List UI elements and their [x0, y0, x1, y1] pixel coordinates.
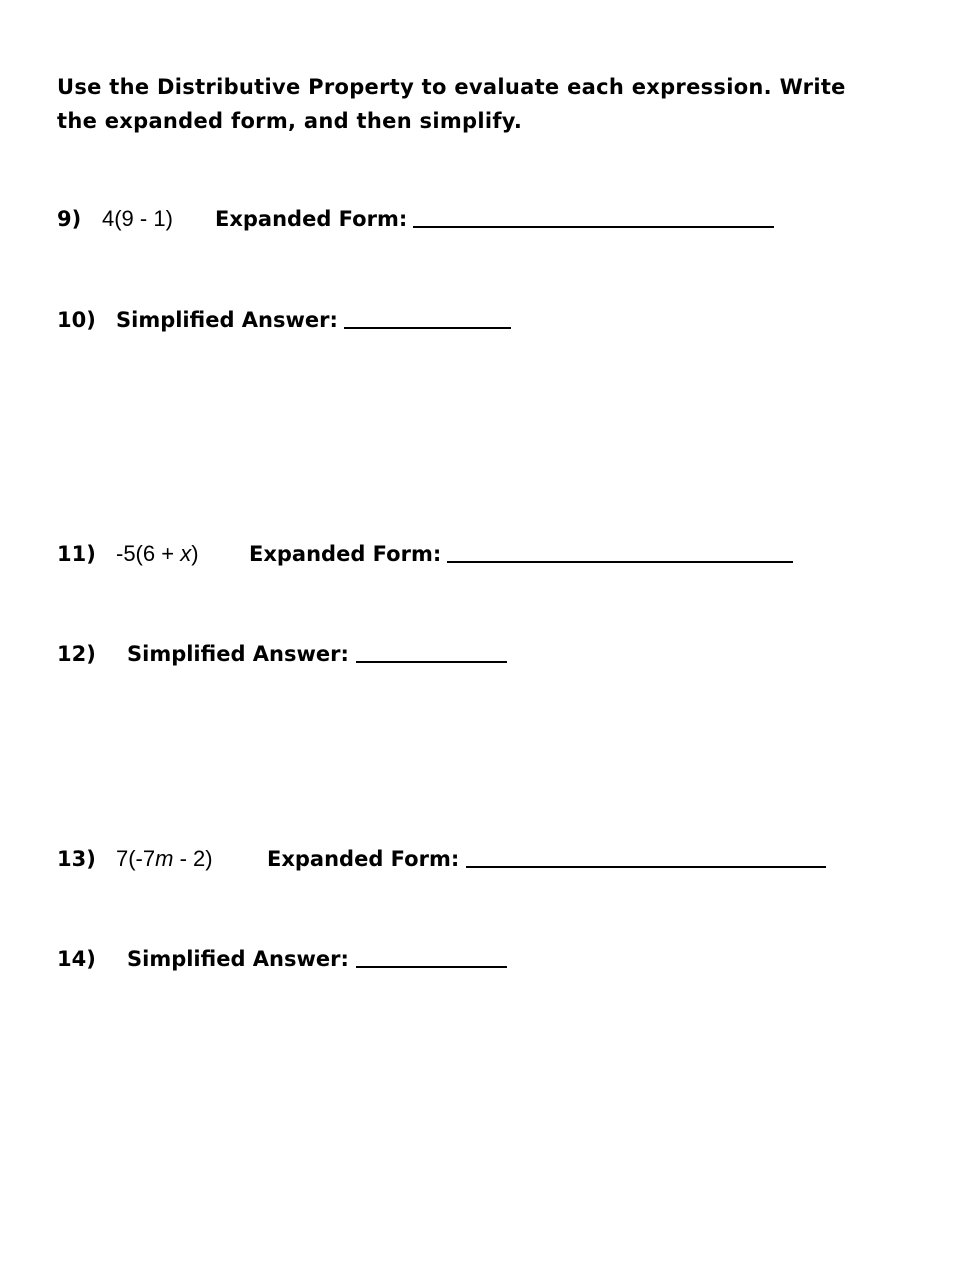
expression: 4(9 - 1) [102, 206, 173, 231]
expression: 7(-7m - 2) [116, 846, 213, 871]
simplified-answer-label: Simplified Answer: [127, 642, 349, 666]
problem-number: 11) [57, 542, 96, 566]
problem-number: 14) [57, 947, 96, 971]
expanded-form-answer-line[interactable] [447, 561, 793, 563]
expanded-form-label: Expanded Form: [249, 542, 442, 566]
expanded-form-label: Expanded Form: [267, 847, 460, 871]
simplified-answer-label: Simplified Answer: [116, 308, 338, 332]
simplified-answer-line[interactable] [356, 966, 507, 968]
simplified-answer-line[interactable] [344, 327, 511, 329]
problem-number: 12) [57, 642, 96, 666]
expanded-form-label: Expanded Form: [215, 207, 408, 231]
problem-number: 9) [57, 207, 82, 231]
problem-number: 10) [57, 308, 96, 332]
simplified-answer-line[interactable] [356, 661, 507, 663]
simplified-answer-label: Simplified Answer: [127, 947, 349, 971]
expression: -5(6 + x) [116, 541, 199, 566]
expanded-form-answer-line[interactable] [466, 866, 826, 868]
expanded-form-answer-line[interactable] [413, 226, 774, 228]
instructions: Use the Distributive Property to evaluate each expression. Write the expanded form, and then simplify. [57, 75, 846, 133]
problem-number: 13) [57, 847, 96, 871]
